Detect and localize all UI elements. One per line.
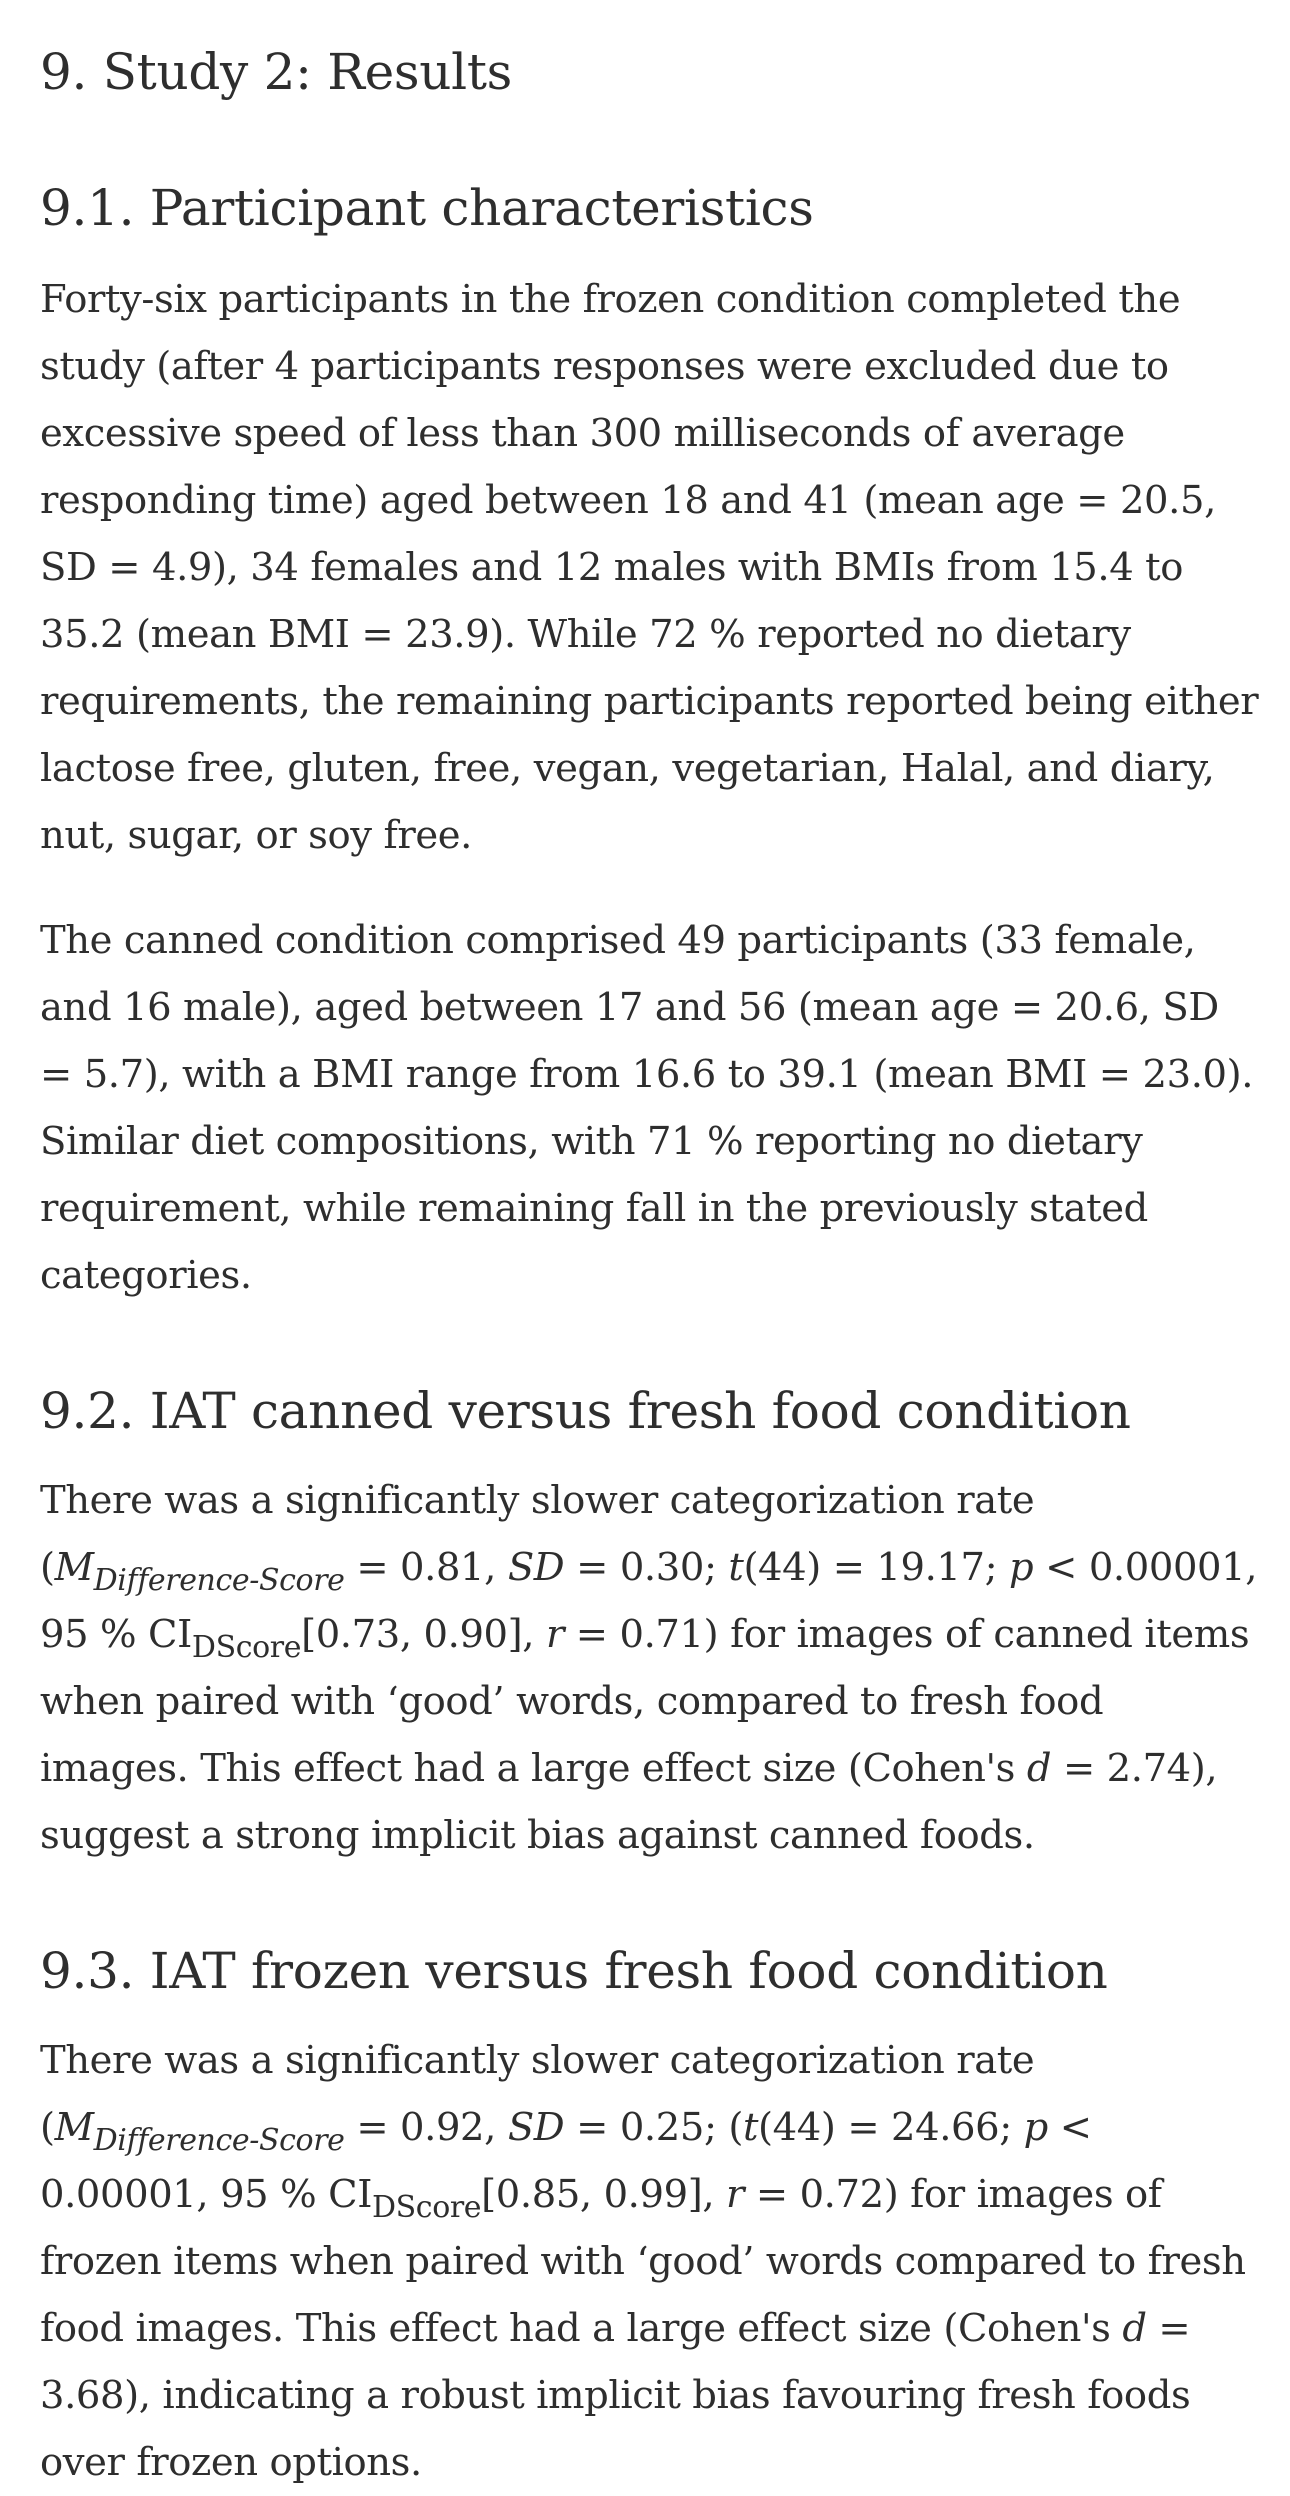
article-body (40, 40, 1260, 2496)
text-run: [0.85, 0.99], (481, 2172, 727, 2217)
text-run: < 0.00001, 95 % CI (40, 1545, 1258, 1657)
stat-symbol-r: r (726, 2172, 745, 2217)
stat-symbol-t: t (742, 2105, 759, 2150)
text-run: = 0.30; (564, 1545, 729, 1590)
stat-symbol-d: d (1026, 1746, 1052, 1791)
text-run: (44) = 19.17; (743, 1545, 1010, 1590)
text-run: There was a significantly slower categorization rate ( (40, 1478, 1035, 1590)
text-run: = 3.68), indicating a robust implicit bias favouring fresh foods over frozen options. (40, 2306, 1191, 2485)
stat-symbol-p: p (1023, 2105, 1048, 2150)
subsection-title-iat-frozen: 9.3. IAT frozen versus fresh food condition (40, 1942, 1108, 2000)
subscript-text: Difference-Score (93, 1563, 345, 1598)
subscript-text: Difference-Score (93, 2123, 345, 2158)
text-run: = 0.71) for images of canned items when paired with ‘good’ words, compared to fresh food images. This effect had a large effect size (Cohen's (40, 1612, 1250, 1791)
text-run: = 0.72) for images of frozen items when paired with ‘good’ words compared to fresh food images. This effect had a large effect size (Cohen's (40, 2172, 1246, 2351)
stat-symbol-p: p (1009, 1545, 1034, 1590)
text-run: (44) = 24.66; (758, 2105, 1024, 2150)
stat-symbol-mean: M (54, 1545, 94, 1590)
stat-symbol-sd: SD (507, 2105, 565, 2150)
text-run: [0.73, 0.90], (301, 1612, 546, 1657)
paragraph-frozen-participants: Forty-six participants in the frozen condition completed the study (after 4 participants responses were excluded due to excessive speed of less than 300 milliseconds of average responding time) aged between 18 and 41 (mean age = 20.5, SD = 4.9), 34 females and 12 males with BMIs from 15.4 to 35.2 (mean BMI = 23.9). While 72 % reported no dietary requirements, the remaining participants reported being either lactose free, gluten, free, vegan, vegetarian, Halal, and diary, nut, sugar, or soy free. (40, 277, 1259, 858)
text-run: < 0.00001, 95 % CI (40, 2105, 1092, 2217)
paragraph-iat-canned (40, 1467, 1260, 1869)
text-run: = 0.81, (344, 1545, 508, 1590)
stat-symbol-t: t (728, 1545, 744, 1590)
text-run: = 2.74), suggest a strong implicit bias against canned foods. (40, 1746, 1218, 1858)
stat-symbol-r: r (545, 1612, 564, 1657)
text-run: = 0.92, (344, 2105, 508, 2150)
stat-symbol-sd: SD (507, 1545, 565, 1590)
subscript-dscore: DScore (372, 2190, 482, 2225)
paragraph-canned-participants: The canned condition comprised 49 participants (33 female, and 16 male), aged between 17 and 56 (mean age = 20.6, SD = 5.7), with a BMI range from 16.6 to 39.1 (mean BMI = 23.0). Similar diet compositions, with 71 % reporting no dietary requirement, while remaining fall in the previously stated categories. (40, 918, 1254, 1298)
text-run: = 0.25; ( (564, 2105, 743, 2150)
subsection-title-participant-characteristics: 9.1. Participant characteristics (40, 179, 814, 237)
subscript-dscore: DScore (191, 1630, 302, 1665)
subscript-difference-score (94, 1563, 345, 1598)
text-run: There was a significantly slower categorization rate ( (40, 2038, 1035, 2150)
paragraph-iat-frozen (40, 2027, 1260, 2496)
subsection-title-iat-canned: 9.2. IAT canned versus fresh food condition (40, 1382, 1131, 1440)
subscript-difference-score (94, 2123, 345, 2158)
section-title: 9. Study 2: Results (40, 43, 512, 101)
stat-symbol-d: d (1122, 2306, 1147, 2351)
stat-symbol-mean: M (54, 2105, 94, 2150)
